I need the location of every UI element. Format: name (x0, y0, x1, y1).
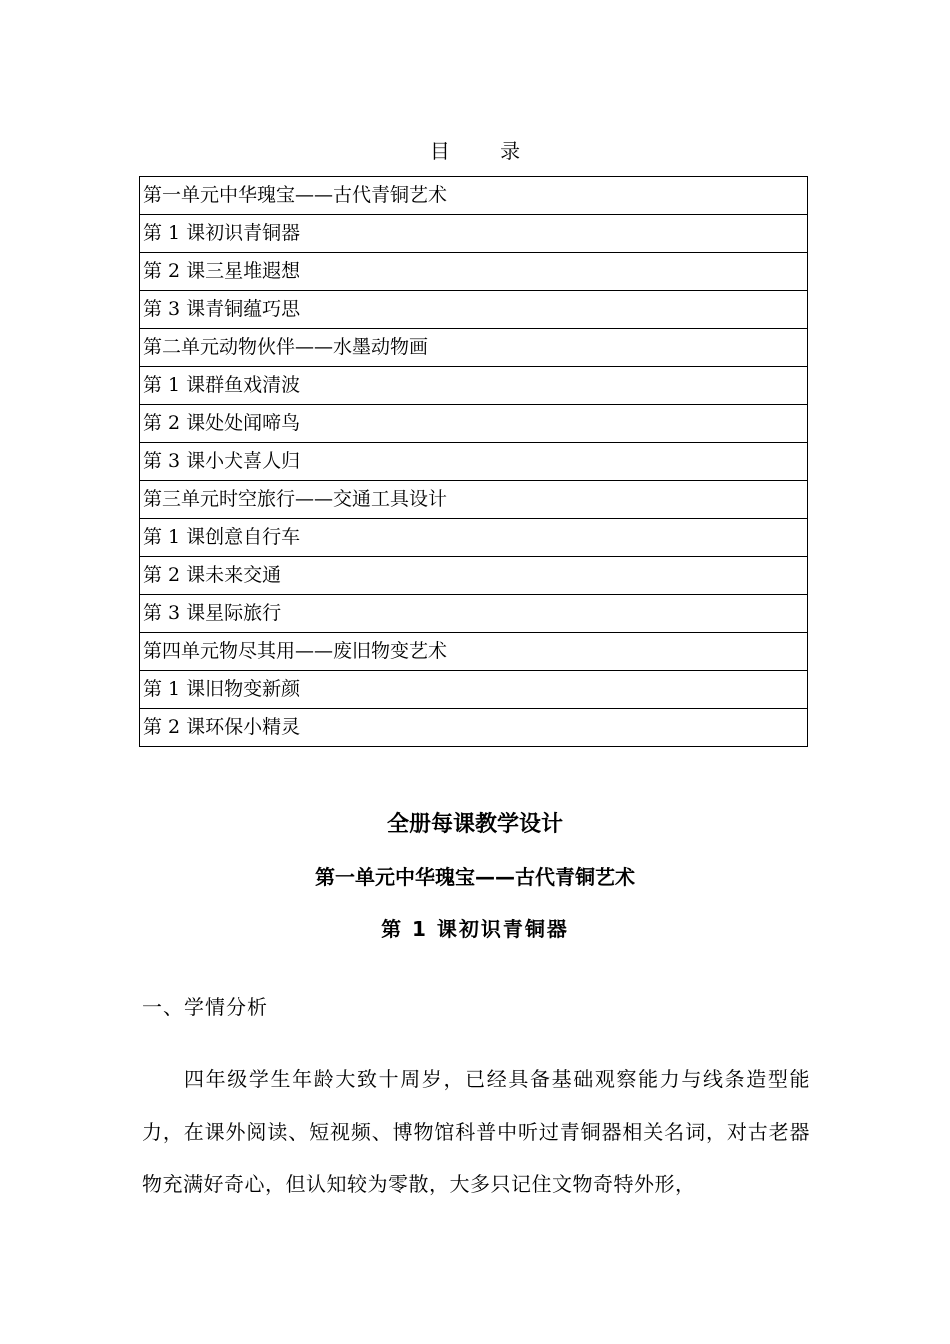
toc-item: 第 1 课群鱼戏清波 (140, 367, 808, 405)
toc-item: 第 2 课处处闻啼鸟 (140, 405, 808, 443)
toc-item: 第二单元动物伙伴——水墨动物画 (140, 329, 808, 367)
toc-row (140, 595, 808, 633)
toc-item: 第 3 课青铜蕴巧思 (140, 291, 808, 329)
toc-item: 第 2 课环保小精灵 (140, 709, 808, 747)
lesson-title: 第 1 课初识青铜器 (381, 917, 569, 941)
toc-table (139, 176, 808, 747)
toc-row (140, 633, 808, 671)
toc-item: 第 1 课初识青铜器 (140, 215, 808, 253)
toc-row (140, 519, 808, 557)
toc-row (140, 481, 808, 519)
toc-row (140, 405, 808, 443)
toc-row (140, 557, 808, 595)
body-paragraph: 四年级学生年龄大致十周岁，已经具备基础观察能力与线条造型能力，在课外阅读、短视频、博物馆科普中听过青铜器相关名词，对古老器物充满好奇心，但认知较为零散，大多只记住文物奇特外形， (142, 1067, 810, 1196)
main-title: 全册每课教学设计 (386, 812, 563, 837)
toc-row (140, 443, 808, 481)
section-heading: 一、学情分析 (142, 995, 268, 1019)
toc-row (140, 177, 808, 215)
toc-row (140, 215, 808, 253)
toc-title: 目 录 (429, 139, 543, 163)
toc-row (140, 253, 808, 291)
toc-item: 第 1 课创意自行车 (140, 519, 808, 557)
toc-item: 第 3 课小犬喜人归 (140, 443, 808, 481)
toc-item: 第 2 课三星堆遐想 (140, 253, 808, 291)
toc-row (140, 709, 808, 747)
toc-row (140, 367, 808, 405)
toc-row (140, 291, 808, 329)
toc-item: 第一单元中华瑰宝——古代青铜艺术 (140, 177, 808, 215)
toc-row (140, 329, 808, 367)
toc-item: 第四单元物尽其用——废旧物变艺术 (140, 633, 808, 671)
toc-item: 第 2 课未来交通 (140, 557, 808, 595)
toc-item: 第 1 课旧物变新颜 (140, 671, 808, 709)
toc-row (140, 671, 808, 709)
toc-item: 第 3 课星际旅行 (140, 595, 808, 633)
toc-item: 第三单元时空旅行——交通工具设计 (140, 481, 808, 519)
unit-title: 第一单元中华瑰宝——古代青铜艺术 (315, 865, 635, 889)
